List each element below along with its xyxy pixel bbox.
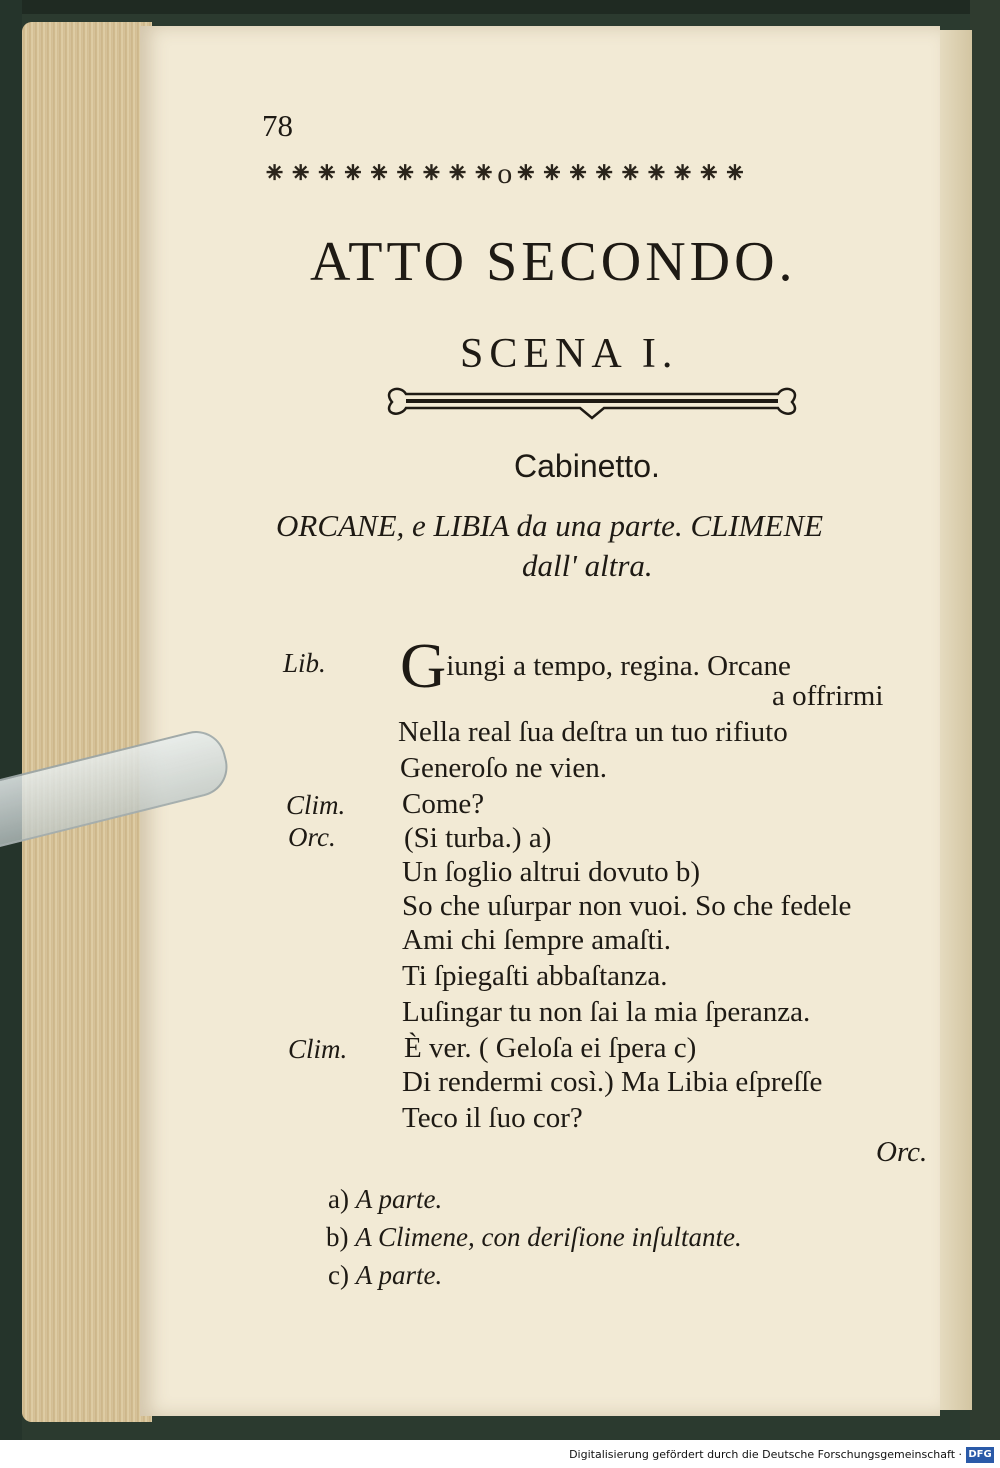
- background-right: [970, 0, 1000, 1440]
- footnote-mark: a): [328, 1184, 349, 1214]
- stage-direction-line1: ORCANE, e LIBIA da una parte. CLIMENE: [276, 508, 824, 543]
- background-top: [0, 0, 1000, 14]
- page-stack-edges: [22, 22, 152, 1422]
- speaker-label: Clim.: [288, 1034, 348, 1064]
- stage-direction-line2: dall' altra.: [522, 548, 653, 583]
- dialogue-line: Ti ſpiegaſti abbaſtanza.: [402, 960, 668, 992]
- catchword: Orc.: [876, 1136, 928, 1168]
- dialogue-text: iungi a tempo, regina. Orcane: [446, 650, 791, 682]
- footnote: [326, 1222, 742, 1253]
- dialogue-line: Ami chi ſempre amaſti.: [402, 924, 671, 956]
- dialogue-line: Un ſoglio altrui dovuto b): [402, 856, 701, 888]
- background-left: [0, 0, 22, 1468]
- dialogue-line: Generoſo ne vien.: [400, 752, 607, 784]
- footnote-mark: b): [326, 1222, 349, 1252]
- footnote: [328, 1184, 442, 1215]
- facing-page-edge: [938, 30, 972, 1410]
- speaker-label: Lib.: [283, 648, 326, 678]
- funding-credit: Digitalisierung gefördert durch die Deutsche Forschungsgemeinschaft ·: [569, 1448, 962, 1461]
- dialogue-line: È ver. ( Geloſa ei ſpera c): [404, 1032, 697, 1064]
- dialogue-line: [400, 630, 791, 701]
- speaker-label: Clim.: [286, 790, 346, 820]
- dialogue-line: Teco il ſuo cor?: [402, 1102, 583, 1134]
- dialogue-line: a offrirmi: [772, 680, 884, 712]
- dialogue-line: Nella real ſua deſtra un tuo rifiuto: [398, 716, 788, 748]
- speaker-label: Orc.: [288, 822, 336, 852]
- footnote: [328, 1260, 442, 1291]
- dialogue-line: Di rendermi così.) Ma Libia eſpreſſe: [402, 1066, 823, 1098]
- initial-letter: G: [400, 630, 447, 701]
- footnote-text: A parte.: [355, 1184, 443, 1214]
- dialogue-line: (Si turba.) a): [404, 822, 552, 854]
- scene-title: SCENA I.: [460, 331, 679, 377]
- flourish-ornament: [372, 380, 812, 422]
- scene-setting: Cabinetto.: [514, 448, 660, 484]
- dialogue-line: So che uſurpar non vuoi. So che fedele: [402, 890, 852, 922]
- footnote-mark: c): [328, 1260, 349, 1290]
- decorative-rule: ⁕⁕⁕⁕⁕⁕⁕⁕⁕o⁕⁕⁕⁕⁕⁕⁕⁕⁕: [262, 157, 749, 190]
- footnote-text: A parte.: [355, 1260, 443, 1290]
- page-number: 78: [262, 108, 293, 143]
- dialogue-line: Come?: [402, 788, 485, 820]
- act-title: ATTO SECONDO.: [310, 231, 797, 293]
- dialogue-line: Luſingar tu non ſai la mia ſperanza.: [402, 996, 811, 1028]
- footnote-text: A Climene, con deriſione inſultante.: [355, 1222, 742, 1252]
- dfg-logo: DFG: [966, 1447, 994, 1463]
